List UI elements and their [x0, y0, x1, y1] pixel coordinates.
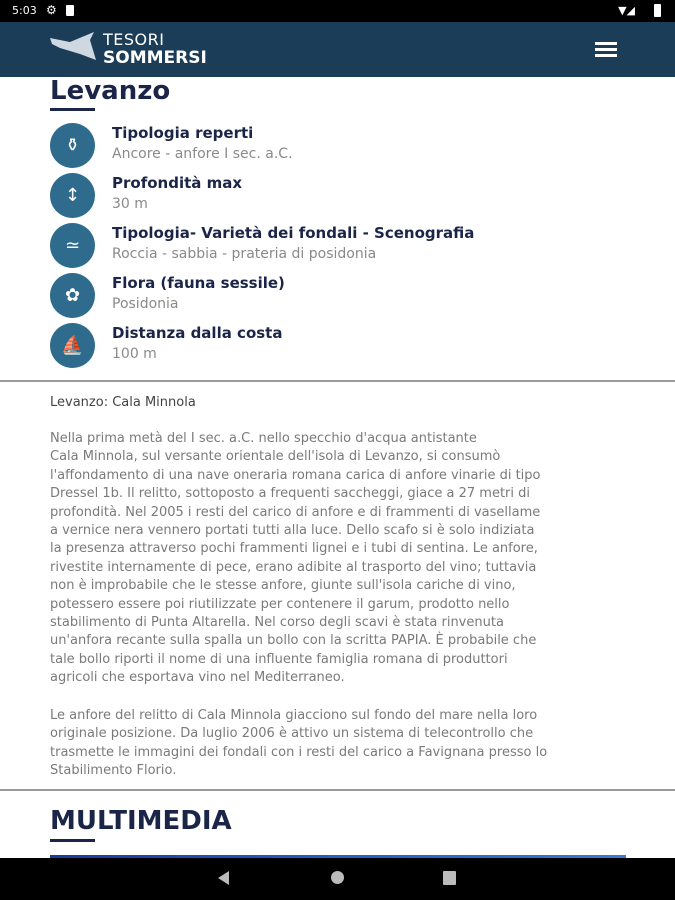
paragraph-line: profondità. Nel 2005 i resti del carico di anfore e di frammenti di vasellame: [50, 504, 541, 520]
paragraph-line: stabilimento di Punta Altarella. Nel corso degli scavi è stata rinvenuta: [50, 615, 504, 631]
flora-icon: ✿: [50, 273, 95, 318]
description-paragraph-2: [50, 707, 547, 781]
app-header: [0, 22, 675, 77]
feature-value: Ancore - anfore I sec. a.C.: [112, 146, 293, 162]
multimedia-underline: [50, 839, 95, 842]
logo-text-line1: TESORI: [103, 30, 165, 49]
feature-item: [50, 323, 650, 369]
feature-value: 30 m: [112, 196, 148, 212]
settings-icon: ⚙: [46, 3, 57, 17]
depth-arrow-icon: ↕: [50, 173, 95, 218]
description-paragraph-1: [50, 430, 541, 688]
paragraph-line: l'affondamento di una nave oneraria romana carica di anfore vinarie di tipo: [50, 467, 541, 483]
multimedia-heading: MULTIMEDIA: [50, 806, 232, 836]
paragraph-line: Dressel 1b. Il relitto, sottoposto a frequenti saccheggi, giace a 27 metri di: [50, 486, 530, 502]
feature-value: 100 m: [112, 346, 157, 362]
feature-item: [50, 223, 650, 269]
paragraph-line: potessero essere poi riutilizzate per contenere il garum, prodotto nello: [50, 596, 510, 612]
paragraph-line: originale posizione. Da luglio 2006 è attivo un sistema di telecontrollo che: [50, 726, 534, 742]
feature-value: Posidonia: [112, 296, 179, 312]
paragraph-line: Stabilimento Florio.: [50, 763, 177, 779]
paragraph-line: Cala Minnola, sul versante orientale dell'isola di Levanzo, si consumò: [50, 449, 501, 465]
status-bar: [0, 0, 675, 22]
paragraph-line: a vernice nera vennero portati tutti alla luce. Dello scafo si è solo indiziata: [50, 523, 535, 539]
coast-distance-icon: ⛵: [50, 323, 95, 368]
feature-label: Profondità max: [112, 174, 243, 192]
paragraph-line: un'anfora recante sulla spalla un bollo con la scritta PAPIA. È probabile che: [50, 633, 537, 649]
logo-text-line2: SOMMERSI: [103, 48, 207, 68]
sicily-logo-icon: [50, 32, 102, 62]
paragraph-line: tale bollo riporti il nome di una influente famiglia romana di produttori: [50, 651, 508, 667]
recent-apps-icon[interactable]: [443, 871, 456, 885]
seabed-icon: ≃: [50, 223, 95, 268]
feature-item: [50, 123, 650, 169]
paragraph-line: Le anfore del relitto di Cala Minnola giacciono sul fondo del mare nella loro: [50, 708, 538, 723]
paragraph-line: la presenza attraverso pochi frammenti lignei e i tubi di sentina. Le anfore,: [50, 541, 538, 557]
paragraph-line: agricoli che esportava vino nel Mediterraneo.: [50, 670, 345, 686]
paragraph-line: non è improbabile che le stesse anfore, giunte sull'isola cariche di vino,: [50, 578, 516, 594]
hamburger-menu-icon[interactable]: [595, 42, 617, 58]
system-nav-bar: [0, 858, 675, 900]
back-icon[interactable]: [218, 871, 229, 885]
description-subtitle: Levanzo: Cala Minnola: [50, 395, 196, 410]
divider: [0, 789, 675, 791]
wifi-signal-icon: ▼◢: [618, 4, 635, 17]
feature-item: [50, 273, 650, 319]
home-icon[interactable]: [331, 871, 344, 884]
feature-label: Flora (fauna sessile): [112, 274, 285, 292]
battery-icon: [654, 4, 661, 17]
sd-card-icon: [66, 5, 74, 16]
feature-value: Roccia - sabbia - prateria di posidonia: [112, 246, 377, 262]
feature-label: Distanza dalla costa: [112, 324, 283, 342]
paragraph-line: rivestite internamente di pece, erano adibite al trasporto del vino; tuttavia: [50, 559, 537, 575]
title-underline: [50, 108, 95, 111]
paragraph-line: trasmette le immagini dei fondali con i resti del carico a Favignana presso lo: [50, 744, 548, 760]
feature-item: [50, 173, 650, 219]
status-time: 5:03: [12, 4, 37, 17]
feature-label: Tipologia reperti: [112, 124, 254, 142]
page-title: Levanzo: [50, 76, 171, 106]
artifacts-icon: ⚱: [50, 123, 95, 168]
divider: [0, 380, 675, 382]
feature-label: Tipologia- Varietà dei fondali - Scenografia: [112, 224, 475, 242]
paragraph-line: Nella prima metà del I sec. a.C. nello specchio d'acqua antistante: [50, 431, 477, 446]
